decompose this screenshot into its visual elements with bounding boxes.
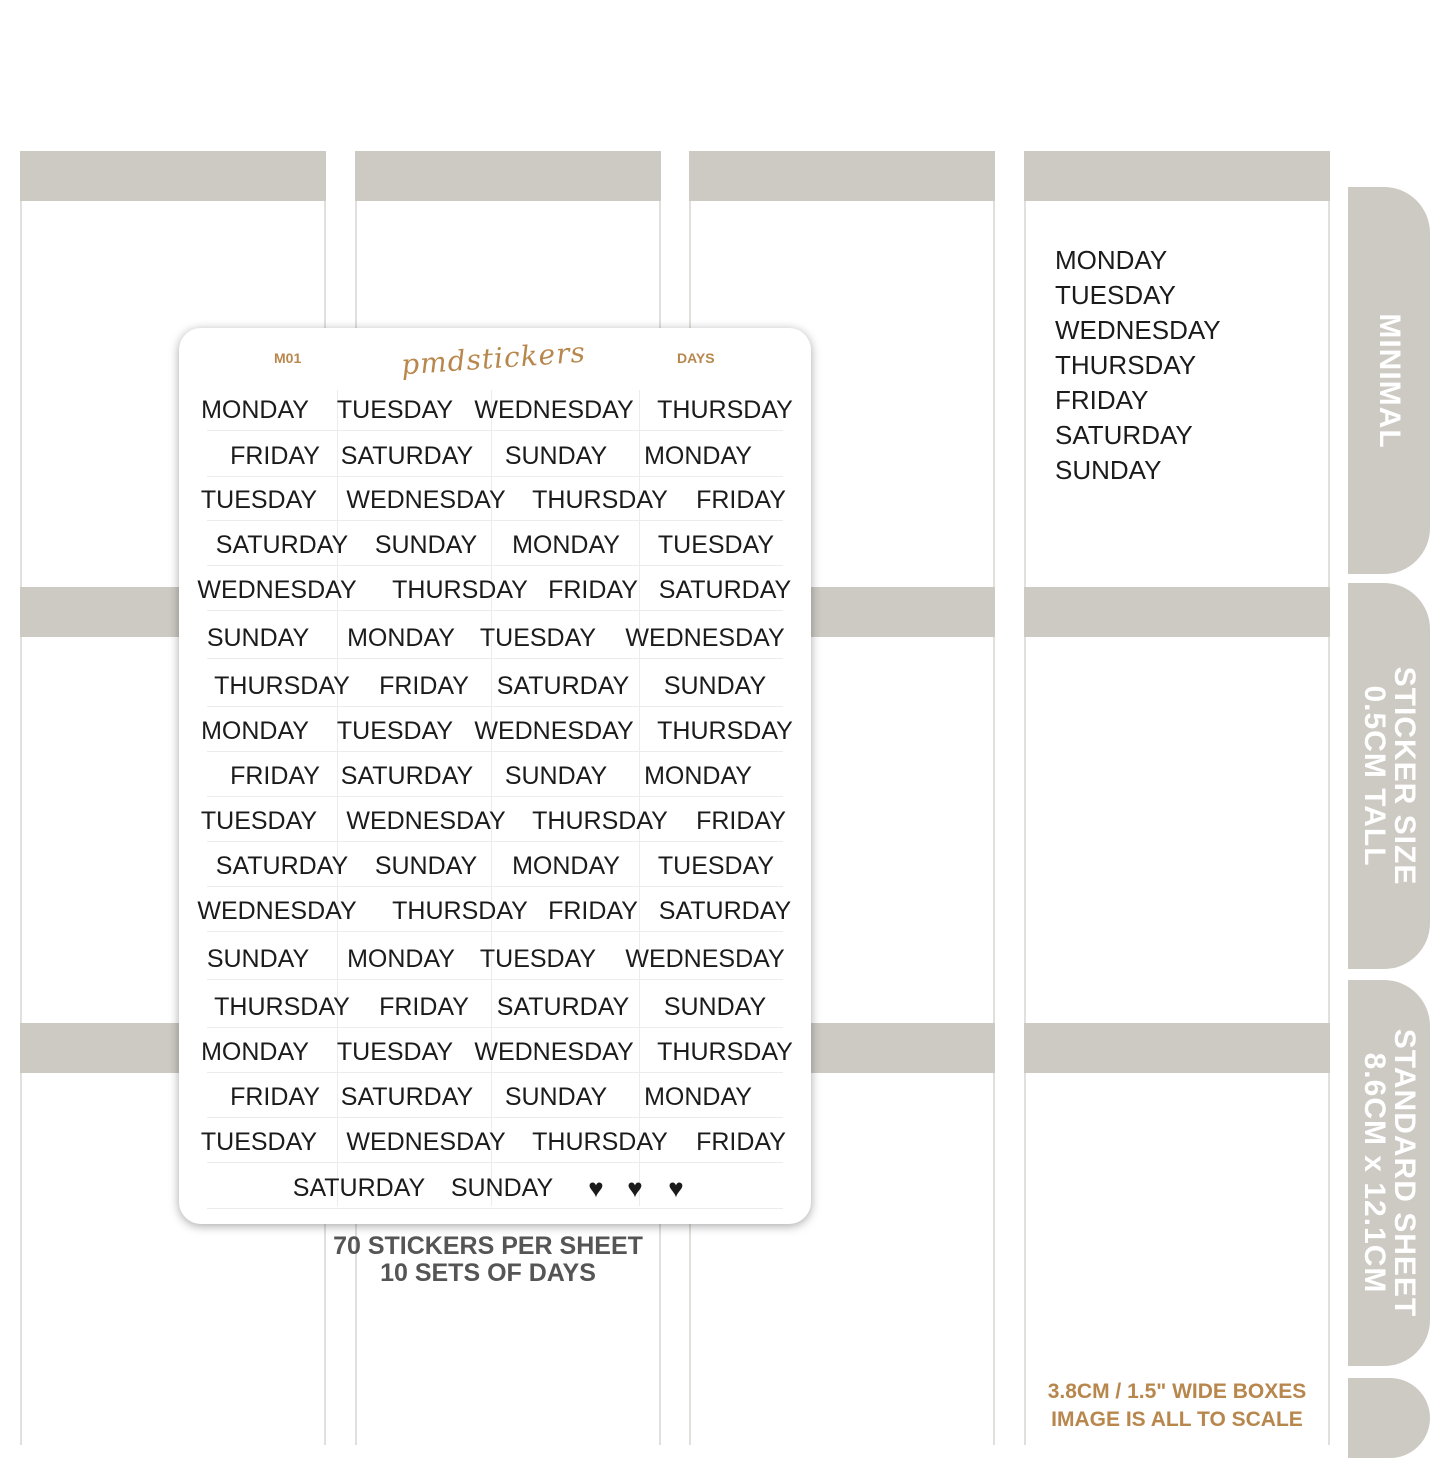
day-sticker: FRIDAY	[548, 576, 638, 604]
sheet-code: M01	[274, 350, 302, 366]
day-sticker: WEDNESDAY	[346, 486, 506, 514]
day-sticker: THURSDAY	[214, 672, 350, 700]
planner-header-band	[1024, 151, 1330, 201]
day-sticker: SATURDAY	[340, 762, 474, 790]
day-sticker: MONDAY	[201, 1038, 309, 1066]
grid-line	[207, 979, 783, 980]
grid-line	[207, 751, 783, 752]
day-sticker: MONDAY	[201, 396, 309, 424]
planner-divider-band	[1024, 1023, 1330, 1073]
grid-line	[207, 886, 783, 887]
day-sticker: SATURDAY	[292, 1174, 426, 1202]
day-sticker: THURSDAY	[532, 486, 668, 514]
day-sticker: MONDAY	[644, 1083, 752, 1111]
day-sticker: MONDAY	[347, 624, 455, 652]
preview-day: SATURDAY	[1055, 420, 1193, 450]
day-sticker: SUNDAY	[206, 945, 310, 973]
sticker-row	[179, 618, 811, 658]
day-sticker: SUNDAY	[450, 1174, 554, 1202]
day-sticker: WEDNESDAY	[625, 945, 785, 973]
day-sticker: FRIDAY	[379, 993, 469, 1021]
sheet-caption	[300, 1233, 676, 1287]
sticker-row	[179, 525, 811, 565]
sticker-row	[179, 987, 811, 1027]
day-sticker: TUESDAY	[479, 624, 597, 652]
day-sticker: TUESDAY	[657, 531, 775, 559]
day-sticker: WEDNESDAY	[625, 624, 785, 652]
day-sticker: WEDNESDAY	[197, 576, 357, 604]
day-sticker: SATURDAY	[496, 993, 630, 1021]
day-sticker: SUNDAY	[374, 531, 478, 559]
day-sticker: TUESDAY	[479, 945, 597, 973]
grid-line	[207, 1072, 783, 1073]
day-sticker: TUESDAY	[336, 396, 454, 424]
sticker-row	[179, 570, 811, 610]
day-sticker: THURSDAY	[532, 807, 668, 835]
brand-logo: pmdstickers	[400, 335, 587, 382]
sticker-row	[179, 711, 811, 751]
sticker-row	[179, 1032, 811, 1072]
day-sticker: THURSDAY	[657, 1038, 793, 1066]
sticker-row	[179, 846, 811, 886]
planner-header-band	[20, 151, 326, 201]
day-sticker: SATURDAY	[215, 852, 349, 880]
day-sticker: FRIDAY	[548, 897, 638, 925]
day-sticker: SUNDAY	[504, 442, 608, 470]
day-sticker: SATURDAY	[340, 1083, 474, 1111]
day-sticker: TUESDAY	[200, 486, 318, 514]
tab-style	[1348, 187, 1430, 574]
day-sticker: TUESDAY	[200, 807, 318, 835]
planner-header-band	[689, 151, 995, 201]
day-sticker: SATURDAY	[215, 531, 349, 559]
tab-sheet-size-label: STANDARD SHEET 8.6CM x 12.1CM	[1358, 1028, 1421, 1318]
day-sticker: TUESDAY	[657, 852, 775, 880]
grid-line	[207, 430, 783, 431]
scale-note-line-1: 3.8CM / 1.5" WIDE BOXES	[1047, 1380, 1307, 1403]
caption-line-1: 70 STICKERS PER SHEET	[333, 1232, 643, 1260]
scale-note	[1026, 1378, 1328, 1434]
grid-line	[207, 841, 783, 842]
tab-partial	[1348, 1378, 1430, 1458]
day-sticker: TUESDAY	[200, 1128, 318, 1156]
day-sticker: SUNDAY	[504, 1083, 608, 1111]
day-sticker: FRIDAY	[230, 762, 320, 790]
grid-line	[207, 476, 783, 477]
preview-day: MONDAY	[1055, 245, 1168, 275]
day-sticker: SATURDAY	[658, 897, 792, 925]
day-sticker: WEDNESDAY	[474, 717, 634, 745]
grid-line	[207, 1117, 783, 1118]
day-sticker: WEDNESDAY	[197, 897, 357, 925]
sticker-row	[179, 1077, 811, 1117]
day-sticker: THURSDAY	[532, 1128, 668, 1156]
day-sticker: SATURDAY	[496, 672, 630, 700]
sheet-category: DAYS	[677, 350, 715, 366]
day-sticker: WEDNESDAY	[346, 807, 506, 835]
grid-line	[207, 658, 783, 659]
applied-stickers-preview	[1055, 243, 1221, 488]
sticker-row	[179, 390, 811, 430]
day-sticker: FRIDAY	[696, 1128, 786, 1156]
tab-sheet-size	[1348, 980, 1430, 1366]
grid-line	[207, 796, 783, 797]
sticker-sheet	[179, 328, 811, 1224]
day-sticker: MONDAY	[644, 442, 752, 470]
day-sticker: SUNDAY	[663, 993, 767, 1021]
day-sticker: SUNDAY	[206, 624, 310, 652]
preview-day: TUESDAY	[1055, 280, 1176, 310]
sticker-row	[179, 480, 811, 520]
day-sticker: SATURDAY	[658, 576, 792, 604]
day-sticker: TUESDAY	[336, 717, 454, 745]
heart-icon: ♥	[588, 1173, 604, 1203]
sticker-row	[179, 1122, 811, 1162]
preview-day: WEDNESDAY	[1055, 315, 1221, 345]
grid-line	[207, 520, 783, 521]
day-sticker: FRIDAY	[379, 672, 469, 700]
grid-line	[207, 1208, 783, 1209]
day-sticker: WEDNESDAY	[474, 396, 634, 424]
day-sticker: FRIDAY	[696, 807, 786, 835]
preview-day: FRIDAY	[1055, 385, 1149, 415]
day-sticker: SUNDAY	[374, 852, 478, 880]
tab-style-label: MINIMAL	[1373, 312, 1406, 449]
grid-line	[207, 610, 783, 611]
grid-line	[207, 1162, 783, 1163]
caption-line-2: 10 SETS OF DAYS	[380, 1259, 596, 1287]
sticker-row	[179, 436, 811, 476]
day-sticker: MONDAY	[347, 945, 455, 973]
day-sticker: THURSDAY	[657, 717, 793, 745]
day-sticker: MONDAY	[512, 852, 620, 880]
tab-sticker-size	[1348, 583, 1430, 969]
sticker-row	[179, 666, 811, 706]
day-sticker: WEDNESDAY	[474, 1038, 634, 1066]
day-sticker: THURSDAY	[657, 396, 793, 424]
sticker-row	[179, 756, 811, 796]
day-sticker: THURSDAY	[392, 897, 528, 925]
day-sticker: FRIDAY	[230, 442, 320, 470]
day-sticker: SUNDAY	[663, 672, 767, 700]
day-sticker: WEDNESDAY	[346, 1128, 506, 1156]
scale-note-line-2: IMAGE IS ALL TO SCALE	[1051, 1408, 1303, 1431]
day-sticker: SATURDAY	[340, 442, 474, 470]
day-sticker: THURSDAY	[392, 576, 528, 604]
day-sticker: SUNDAY	[504, 762, 608, 790]
tab-sticker-size-label: STICKER SIZE 0.5CM TALL	[1358, 666, 1421, 886]
grid-line	[207, 706, 783, 707]
sticker-row	[179, 801, 811, 841]
day-sticker: MONDAY	[644, 762, 752, 790]
planner-header-band	[355, 151, 661, 201]
day-sticker: FRIDAY	[230, 1083, 320, 1111]
grid-line	[207, 1027, 783, 1028]
sticker-row	[179, 1168, 811, 1208]
preview-day: THURSDAY	[1055, 350, 1197, 380]
sticker-row	[179, 939, 811, 979]
heart-icon: ♥	[627, 1173, 643, 1203]
day-sticker: FRIDAY	[696, 486, 786, 514]
heart-icon: ♥	[668, 1173, 684, 1203]
day-sticker: MONDAY	[512, 531, 620, 559]
grid-line	[207, 931, 783, 932]
preview-day: SUNDAY	[1055, 455, 1162, 485]
day-sticker: THURSDAY	[214, 993, 350, 1021]
day-sticker: MONDAY	[201, 717, 309, 745]
sticker-row	[179, 891, 811, 931]
grid-line	[207, 565, 783, 566]
day-sticker: TUESDAY	[336, 1038, 454, 1066]
planner-divider-band	[1024, 587, 1330, 637]
